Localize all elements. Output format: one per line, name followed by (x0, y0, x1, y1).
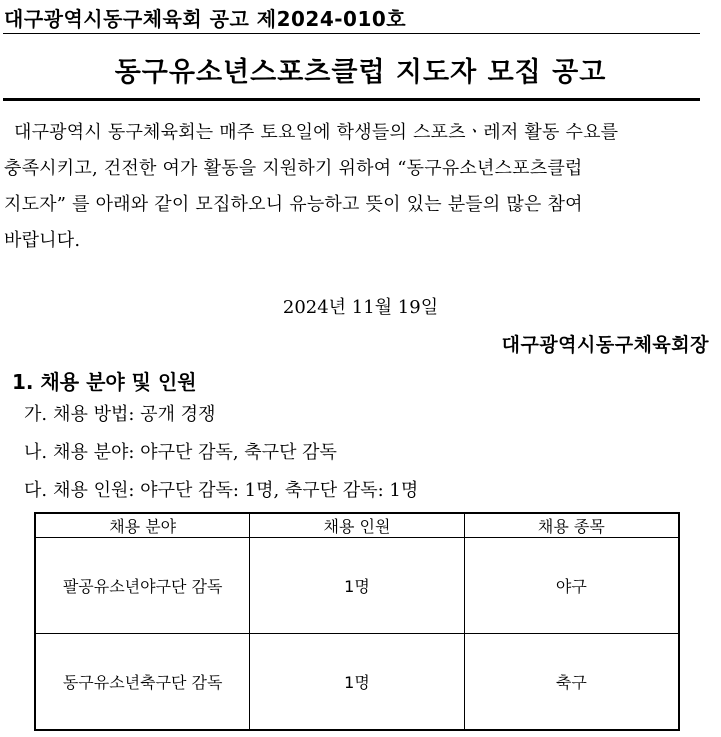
section-title: 1. 채용 분야 및 인원 (12, 370, 197, 394)
intro-line: 지도자” 를 아래와 같이 모집하오니 유능하고 뜻이 있는 분들의 많은 참여 (4, 194, 583, 215)
issuer-name: 대구광역시동구체육회장 (501, 334, 709, 356)
intro-line: 충족시키고, 건전한 여가 활동을 지원하기 위하여 “동구유소년스포츠클럽 (4, 158, 583, 179)
page-title: 동구유소년스포츠클럽 지도자 모집 공고 (114, 57, 607, 88)
item-label: 가. (24, 404, 48, 425)
list-item (24, 398, 418, 436)
column-header: 채용 분야 (35, 513, 250, 538)
list-item (24, 436, 418, 474)
notice-number: 대구광역시동구체육회 공고 제2024-010호 (4, 7, 407, 31)
table-cell: 1명 (250, 634, 464, 731)
table-cell: 동구유소년축구단 감독 (35, 634, 250, 731)
table-cell: 1명 (250, 538, 464, 634)
recruitment-table (34, 512, 680, 731)
item-label: 나. (24, 442, 48, 463)
table-header-row (35, 513, 679, 538)
column-header: 채용 종목 (464, 513, 679, 538)
intro-line: 대구광역시 동구체육회는 매주 토요일에 학생들의 스포츠ㆍ레저 활동 수요를 (14, 122, 619, 143)
table-cell: 팔공유소년야구단 감독 (35, 538, 250, 634)
table-row (35, 634, 679, 731)
intro-paragraph (4, 115, 716, 259)
table-row (35, 538, 679, 634)
table-cell: 축구 (464, 634, 679, 731)
header-rule-top (3, 33, 700, 34)
notice-date: 2024년 11월 19일 (282, 297, 439, 318)
list-item (24, 474, 418, 512)
section-items (24, 398, 418, 512)
item-text: 채용 방법: 공개 경쟁 (53, 404, 216, 425)
item-text: 채용 인원: 야구단 감독: 1명, 축구단 감독: 1명 (53, 480, 419, 501)
header-rule-bottom (3, 98, 700, 101)
column-header: 채용 인원 (250, 513, 464, 538)
item-label: 다. (24, 480, 48, 501)
intro-line: 바랍니다. (4, 230, 81, 251)
item-text: 채용 분야: 야구단 감독, 축구단 감독 (53, 442, 337, 463)
table-cell: 야구 (464, 538, 679, 634)
